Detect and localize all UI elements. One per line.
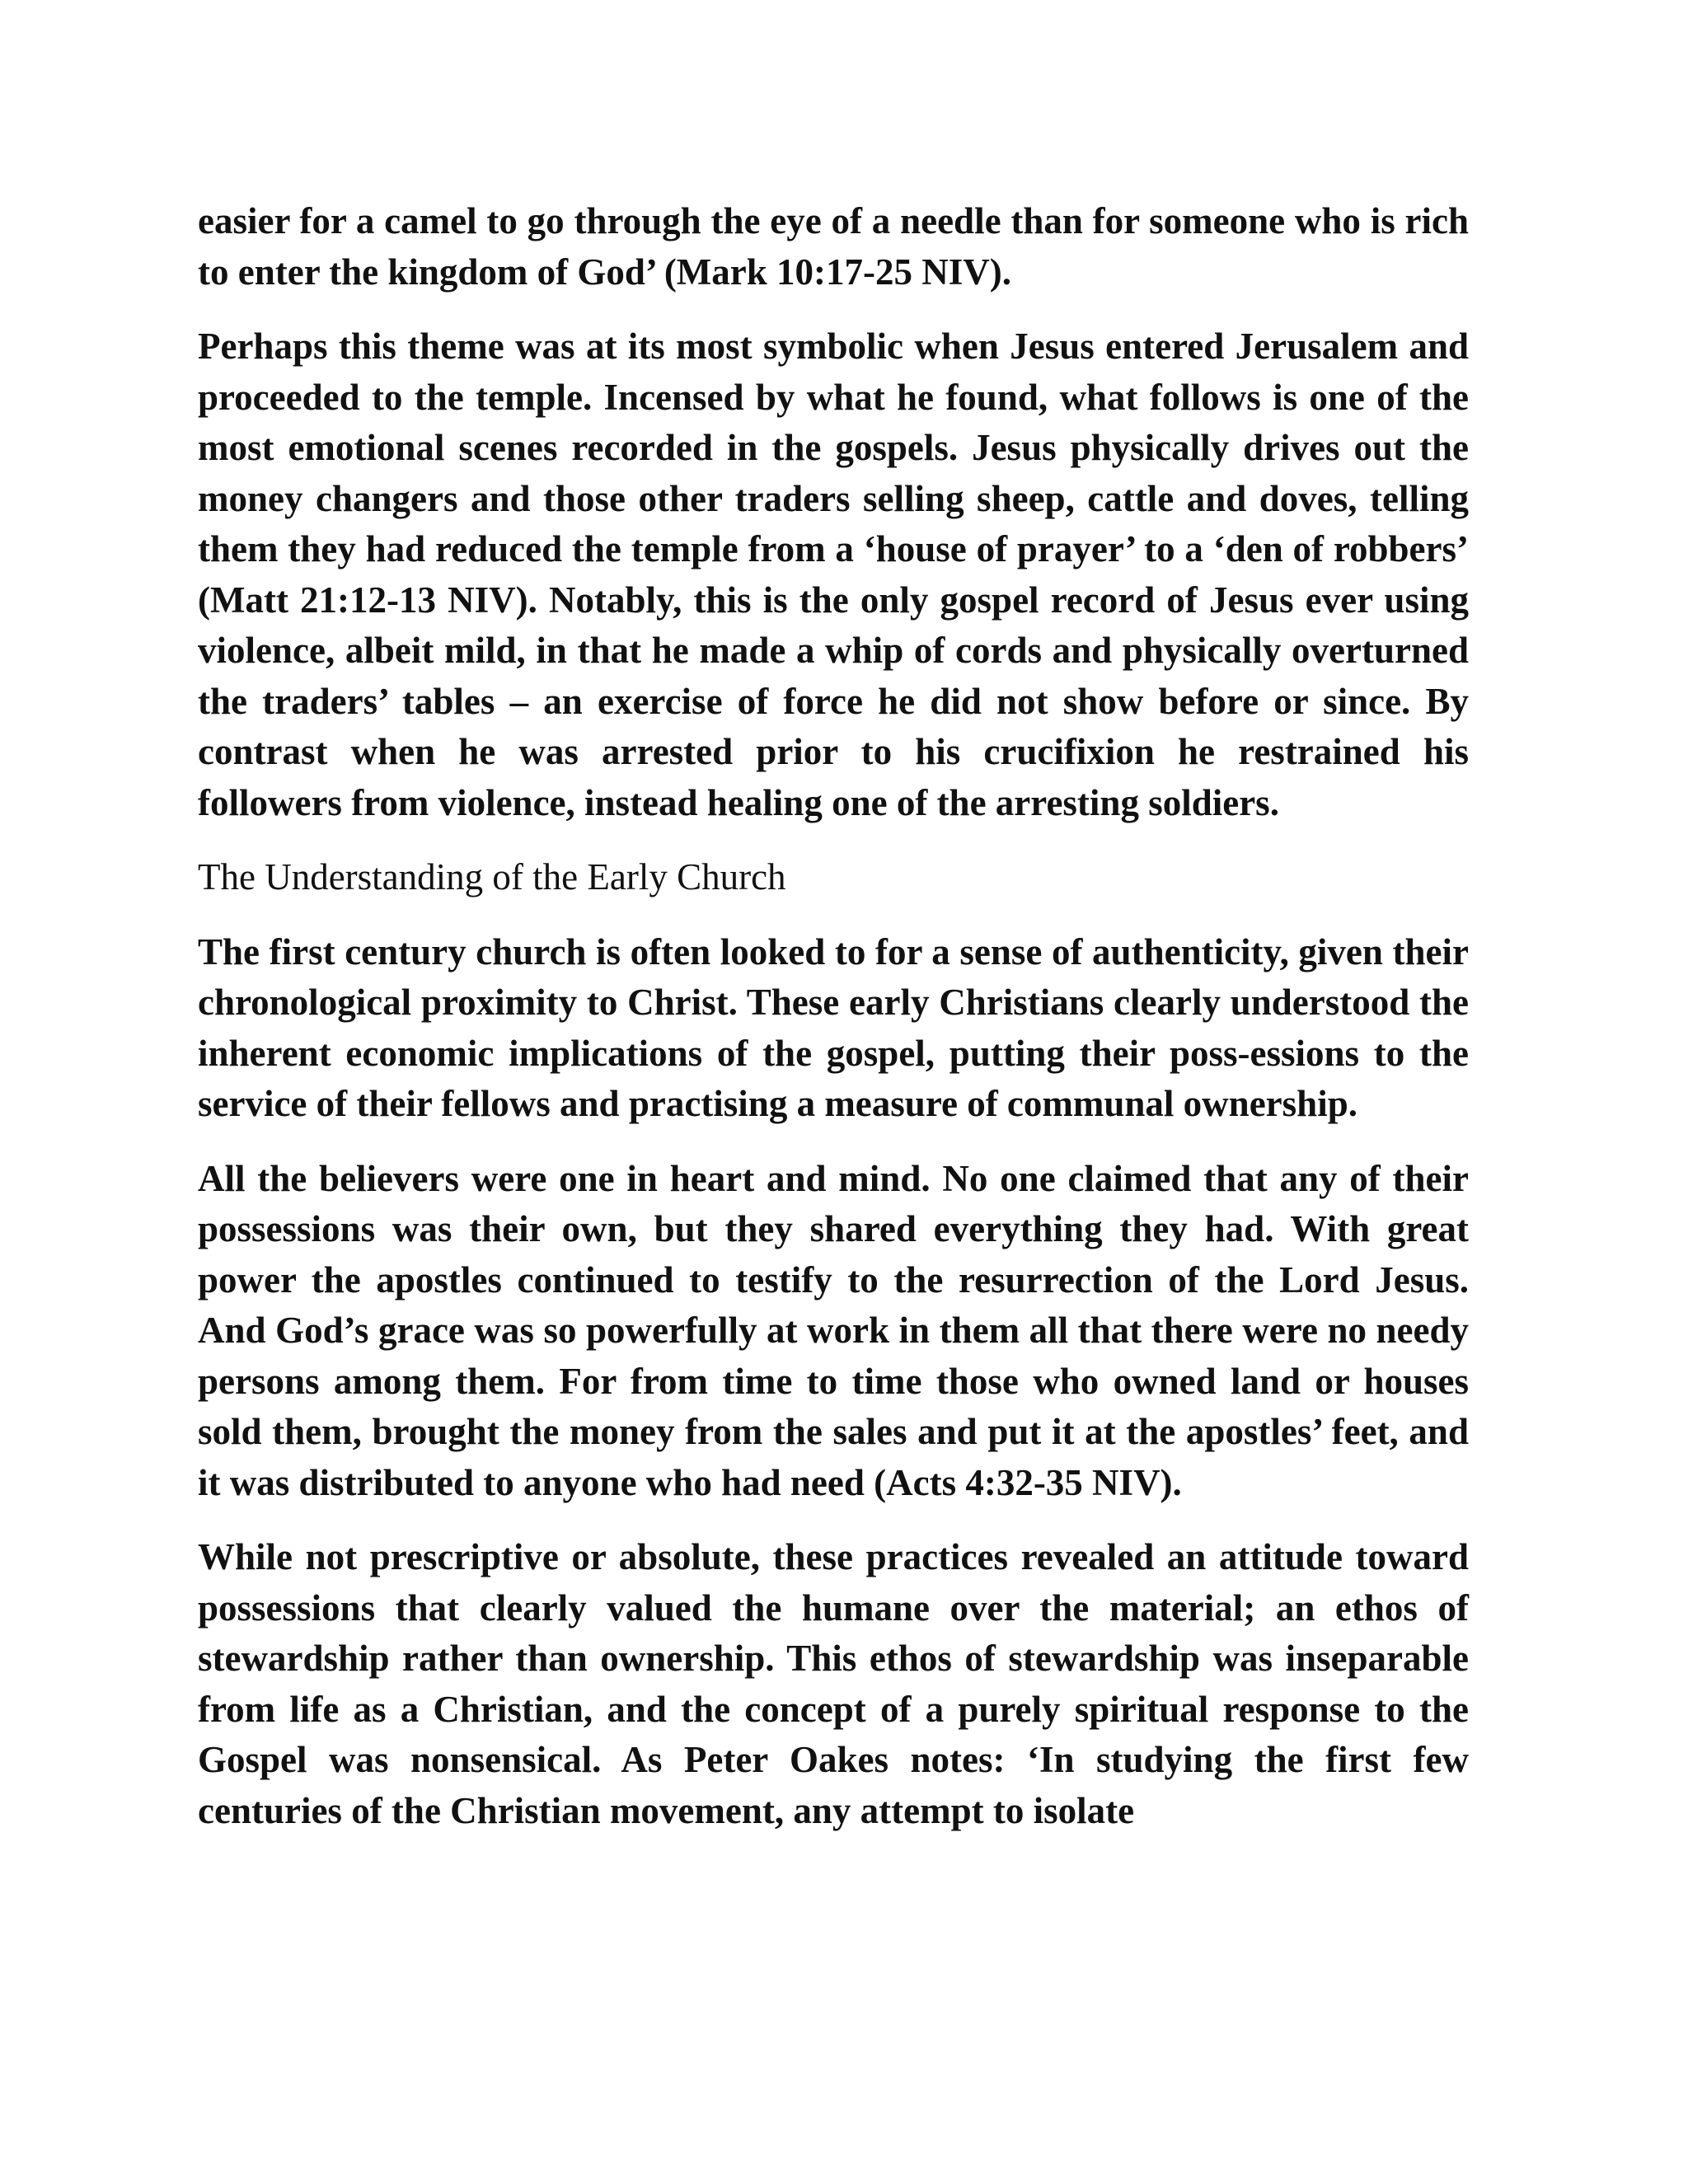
paragraph-first-century-church: The first century church is often looked to for a sense of authenticity, given their chronological proximity to Christ. These early Christians clearly understood the inherent economic implications of the gospel, putting their poss-essions to the service of their fellows and practising a measure of communal ownership. (198, 930, 1469, 1124)
document-page (198, 196, 1469, 1860)
paragraph-stewardship: While not prescriptive or absolute, these practices revealed an attitude toward possessions that clearly valued the humane over the material; an ethos of stewardship rather than ownership. This ethos of stewardship was inseparable from life as a Christian, and the concept of a purely spiritual response to the Gospel was nonsensical. As Peter Oakes notes: ‘In studying the first few centuries of the Christian movement, any attempt to isolate (198, 1536, 1469, 1831)
section-heading: The Understanding of the Early Church (198, 856, 786, 898)
block-quote-acts: All the believers were one in heart and mind. No one claimed that any of their possessions was their own, but they shared everything they had. With great power the apostles continued to testify to the resurrection of the Lord Jesus. And God’s grace was so powerfully at work in them all that there were no needy persons among them. For from time to time those who owned land or houses sold them, brought the money from the sales and put it at the apostles’ feet, and it was distributed to anyone who had need (Acts 4:32-35 NIV). (198, 1157, 1469, 1503)
paragraph-camel-needle: easier for a camel to go through the eye of a needle than for someone who is rich to enter the kingdom of God’ (Mark 10:17-25 NIV). (198, 200, 1469, 293)
paragraph-temple: Perhaps this theme was at its most symbolic when Jesus entered Jerusalem and proceeded to the temple. Incensed by what he found, what follows is one of the most emotional scenes recorded in the gospels. Jesus physically drives out the money changers and those other traders selling sheep, cattle and doves, telling them they had reduced the temple from a ‘house of prayer’ to a ‘den of robbers’ (Matt 21:12-13 NIV). Notably, this is the only gospel record of Jesus ever using violence, albeit mild, in that he made a whip of cords and physically overturned the traders’ tables – an exercise of force he did not show before or since. By contrast when he was arrested prior to his crucifixion he restrained his followers from violence, instead healing one of the arresting soldiers. (198, 326, 1469, 823)
